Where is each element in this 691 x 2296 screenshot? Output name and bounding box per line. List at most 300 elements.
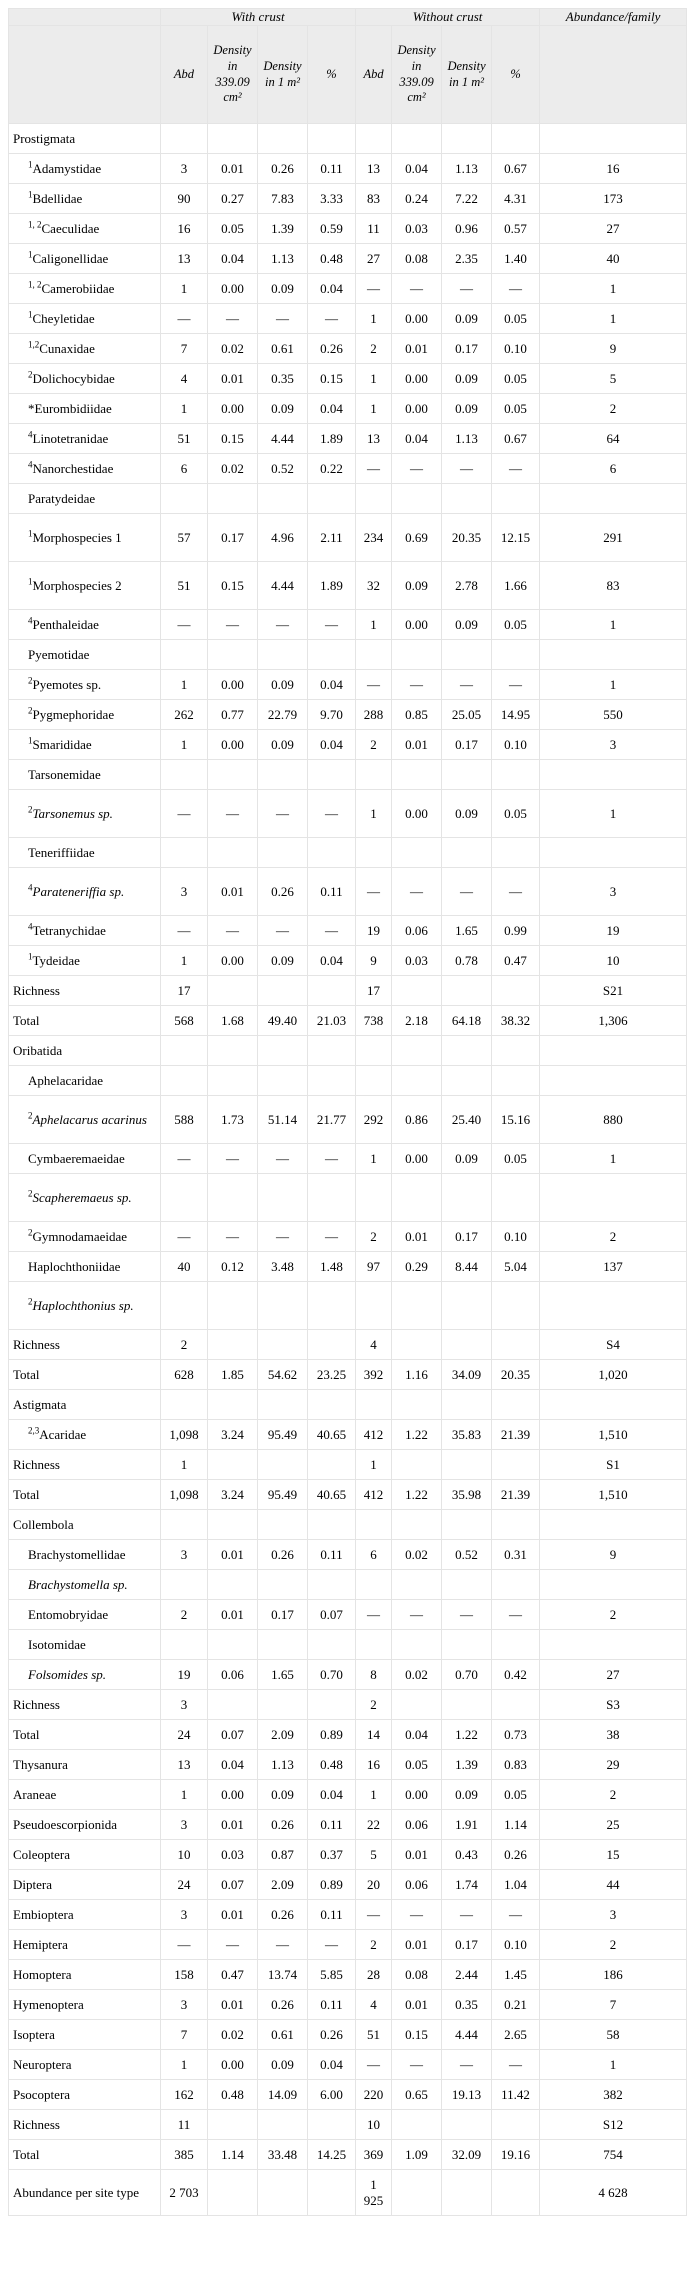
table-row — [9, 1960, 687, 1990]
row-label-text: Homoptera — [13, 1966, 72, 1982]
value-cell: 628 — [161, 1360, 208, 1390]
value-cell: — — [356, 454, 392, 484]
value-cell: — — [308, 1222, 356, 1252]
value-cell: 1.74 — [442, 1870, 492, 1900]
row-label-text: Adamystidae — [32, 160, 102, 176]
value-cell — [208, 1630, 258, 1660]
abundance-cell: 754 — [540, 2140, 687, 2170]
value-cell — [258, 2110, 308, 2140]
row-label-text: Dolichocybidae — [32, 370, 115, 386]
value-cell — [356, 484, 392, 514]
table-row — [9, 184, 687, 214]
value-cell: — — [308, 1144, 356, 1174]
value-cell — [308, 1282, 356, 1330]
value-cell: 16 — [356, 1750, 392, 1780]
row-label-text: Brachystomella sp. — [28, 1576, 128, 1592]
footnote-marker: 4 — [28, 921, 33, 932]
value-cell: 0.04 — [308, 946, 356, 976]
footnote-marker: 1 — [28, 951, 33, 962]
value-cell — [356, 1282, 392, 1330]
value-cell: 0.09 — [392, 562, 442, 610]
value-cell — [308, 1510, 356, 1540]
row-label — [9, 484, 161, 514]
value-cell: 11 — [356, 214, 392, 244]
value-cell: 1.14 — [208, 2140, 258, 2170]
row-label — [9, 184, 161, 214]
value-cell — [161, 640, 208, 670]
value-cell: 0.01 — [392, 1990, 442, 2020]
row-label — [9, 424, 161, 454]
value-cell: 0.09 — [442, 610, 492, 640]
table-row — [9, 304, 687, 334]
row-label-text: Folsomides sp. — [28, 1666, 106, 1682]
value-cell: 3.33 — [308, 184, 356, 214]
row-label-text: Pyemotes sp. — [32, 676, 102, 692]
value-cell — [492, 1450, 540, 1480]
value-cell — [208, 484, 258, 514]
row-label-text: Isoptera — [13, 2026, 55, 2042]
row-label — [9, 2140, 161, 2170]
row-label-text: Brachystomellidae — [28, 1546, 126, 1562]
value-cell: 0.01 — [208, 1900, 258, 1930]
value-cell: 3 — [161, 1810, 208, 1840]
value-cell — [161, 760, 208, 790]
value-cell: 1 — [356, 304, 392, 334]
abundance-cell: 27 — [540, 214, 687, 244]
abundance-cell: 1 — [540, 304, 687, 334]
value-cell: 15.16 — [492, 1096, 540, 1144]
value-cell: — — [492, 274, 540, 304]
value-cell — [208, 1570, 258, 1600]
table-row — [9, 1480, 687, 1510]
value-cell: 0.59 — [308, 214, 356, 244]
row-label-text: Pseudoescorpionida — [13, 1816, 117, 1832]
row-label — [9, 1600, 161, 1630]
table-row — [9, 730, 687, 760]
abundance-cell: 2 — [540, 1600, 687, 1630]
value-cell: 11 — [161, 2110, 208, 2140]
value-cell: 20 — [356, 1870, 392, 1900]
value-cell: — — [392, 670, 442, 700]
value-cell — [442, 1066, 492, 1096]
value-cell: 83 — [356, 184, 392, 214]
value-cell: 0.04 — [208, 1750, 258, 1780]
value-cell: 3.24 — [208, 1420, 258, 1450]
value-cell: 51 — [161, 424, 208, 454]
footnote-marker: 4 — [28, 615, 33, 626]
value-cell: — — [356, 868, 392, 916]
abundance-cell: 1 — [540, 670, 687, 700]
value-cell: 38.32 — [492, 1006, 540, 1036]
abundance-cell — [540, 1510, 687, 1540]
value-cell: 1.13 — [442, 154, 492, 184]
value-cell: 1 — [161, 274, 208, 304]
value-cell: 0.08 — [392, 244, 442, 274]
row-label — [9, 1480, 161, 1510]
row-label-text: Psocoptera — [13, 2086, 71, 2102]
abundance-cell — [540, 484, 687, 514]
row-label — [9, 1810, 161, 1840]
row-label-text: Entomobryidae — [28, 1606, 109, 1622]
value-cell: 0.67 — [492, 424, 540, 454]
value-cell — [356, 124, 392, 154]
table-row — [9, 916, 687, 946]
table-row — [9, 1222, 687, 1252]
value-cell: 0.10 — [492, 334, 540, 364]
value-cell: 0.03 — [392, 946, 442, 976]
row-label-text: Prostigmata — [13, 130, 76, 146]
value-cell: 4.44 — [258, 424, 308, 454]
value-cell: 0.17 — [208, 514, 258, 562]
row-label — [9, 2020, 161, 2050]
value-cell — [208, 760, 258, 790]
value-cell: 14.95 — [492, 700, 540, 730]
value-cell: 0.11 — [308, 1540, 356, 1570]
value-cell: 24 — [161, 1720, 208, 1750]
row-label — [9, 124, 161, 154]
value-cell: 2.44 — [442, 1960, 492, 1990]
footnote-marker: 1 — [28, 576, 33, 587]
value-cell — [308, 1330, 356, 1360]
row-label — [9, 610, 161, 640]
value-cell — [392, 640, 442, 670]
value-cell: 28 — [356, 1960, 392, 1990]
abundance-cell: 9 — [540, 334, 687, 364]
value-cell: 1 — [161, 1450, 208, 1480]
value-cell: 0.04 — [392, 1720, 442, 1750]
value-cell: — — [258, 1222, 308, 1252]
value-cell — [392, 1174, 442, 1222]
row-label-text: Cymbaeremaeidae — [28, 1150, 125, 1166]
value-cell: 6 — [161, 454, 208, 484]
value-cell: 0.78 — [442, 946, 492, 976]
abundance-cell — [540, 124, 687, 154]
value-cell — [308, 1630, 356, 1660]
value-cell: — — [161, 610, 208, 640]
value-cell: 0.26 — [492, 1840, 540, 1870]
row-label-text: Coleoptera — [13, 1846, 71, 1862]
value-cell: 0.01 — [208, 868, 258, 916]
value-cell: 19 — [161, 1660, 208, 1690]
row-label — [9, 1450, 161, 1480]
value-cell: 1 — [356, 1450, 392, 1480]
table-row — [9, 394, 687, 424]
header-with-crust: With crust — [161, 9, 356, 26]
value-cell — [442, 976, 492, 1006]
value-cell: 1.65 — [442, 916, 492, 946]
value-cell: 412 — [356, 1480, 392, 1510]
value-cell — [258, 640, 308, 670]
value-cell: 0.04 — [308, 2050, 356, 2080]
value-cell: 0.11 — [308, 1810, 356, 1840]
abundance-cell: 1 — [540, 274, 687, 304]
abundance-cell: 16 — [540, 154, 687, 184]
row-label — [9, 1780, 161, 1810]
table-row — [9, 244, 687, 274]
value-cell — [161, 1066, 208, 1096]
table-row — [9, 1036, 687, 1066]
value-cell — [258, 484, 308, 514]
value-cell: — — [161, 790, 208, 838]
value-cell — [258, 1036, 308, 1066]
value-cell: 0.04 — [308, 274, 356, 304]
row-label-text: Bdellidae — [32, 190, 83, 206]
value-cell: 1 — [161, 730, 208, 760]
value-cell — [208, 1510, 258, 1540]
row-label-text: Tetranychidae — [32, 922, 106, 938]
value-cell: 0.11 — [308, 1990, 356, 2020]
value-cell — [442, 838, 492, 868]
value-cell: 5.04 — [492, 1252, 540, 1282]
value-cell: 1 — [356, 394, 392, 424]
value-cell — [258, 1450, 308, 1480]
value-cell: 3 — [161, 1990, 208, 2020]
abundance-cell: 7 — [540, 1990, 687, 2020]
value-cell: 0.01 — [392, 1840, 442, 1870]
table-row — [9, 2170, 687, 2216]
value-cell: 51 — [161, 562, 208, 610]
value-cell: — — [442, 1600, 492, 1630]
table-row — [9, 1252, 687, 1282]
value-cell: 0.17 — [258, 1600, 308, 1630]
value-cell: — — [308, 304, 356, 334]
value-cell — [442, 2170, 492, 2216]
value-cell: 11.42 — [492, 2080, 540, 2110]
value-cell: 0.89 — [308, 1870, 356, 1900]
value-cell: 7.22 — [442, 184, 492, 214]
value-cell — [208, 2110, 258, 2140]
value-cell: — — [392, 1900, 442, 1930]
row-label — [9, 1900, 161, 1930]
row-label — [9, 2110, 161, 2140]
value-cell: 1.73 — [208, 1096, 258, 1144]
value-cell: 3 — [161, 1690, 208, 1720]
row-label — [9, 1570, 161, 1600]
value-cell — [442, 1282, 492, 1330]
value-cell: 0.09 — [442, 304, 492, 334]
value-cell — [208, 1450, 258, 1480]
value-cell: 0.24 — [392, 184, 442, 214]
abundance-cell: 25 — [540, 1810, 687, 1840]
row-label — [9, 154, 161, 184]
value-cell: 0.35 — [442, 1990, 492, 2020]
value-cell — [392, 976, 442, 1006]
value-cell — [442, 1510, 492, 1540]
abundance-cell — [540, 640, 687, 670]
table-container — [8, 8, 686, 2216]
table-row — [9, 1144, 687, 1174]
value-cell: — — [258, 790, 308, 838]
row-label-text: Total — [13, 1486, 40, 1502]
value-cell — [392, 1510, 442, 1540]
value-cell: 54.62 — [258, 1360, 308, 1390]
value-cell: — — [308, 790, 356, 838]
value-cell — [356, 1036, 392, 1066]
value-cell: 2 — [356, 1222, 392, 1252]
value-cell: — — [208, 790, 258, 838]
row-label-text: Nanorchestidae — [32, 460, 114, 476]
value-cell — [356, 1390, 392, 1420]
row-label — [9, 334, 161, 364]
row-label — [9, 1006, 161, 1036]
row-label — [9, 2050, 161, 2080]
value-cell: 4 — [161, 364, 208, 394]
abundance-cell — [540, 1282, 687, 1330]
value-cell: 2.35 — [442, 244, 492, 274]
value-cell: 3 — [161, 868, 208, 916]
value-cell: 0.96 — [442, 214, 492, 244]
value-cell: 22 — [356, 1810, 392, 1840]
value-cell — [492, 1390, 540, 1420]
table-row — [9, 868, 687, 916]
row-label — [9, 1330, 161, 1360]
abundance-cell: 29 — [540, 1750, 687, 1780]
value-cell — [392, 124, 442, 154]
row-label — [9, 1750, 161, 1780]
abundance-cell: 3 — [540, 868, 687, 916]
value-cell: 1.85 — [208, 1360, 258, 1390]
table-body — [9, 124, 687, 2216]
table-row — [9, 1282, 687, 1330]
value-cell — [442, 2110, 492, 2140]
value-cell: 1.13 — [442, 424, 492, 454]
abundance-cell: 137 — [540, 1252, 687, 1282]
value-cell — [208, 124, 258, 154]
value-cell: 0.22 — [308, 454, 356, 484]
value-cell: 0.15 — [208, 562, 258, 610]
abundance-cell: 1,306 — [540, 1006, 687, 1036]
value-cell: — — [161, 1144, 208, 1174]
value-cell: 1 925 — [356, 2170, 392, 2216]
value-cell: 0.26 — [258, 1900, 308, 1930]
row-label-text: Morphospecies 2 — [32, 577, 122, 593]
value-cell: 19.13 — [442, 2080, 492, 2110]
value-cell — [161, 484, 208, 514]
value-cell — [308, 1066, 356, 1096]
value-cell: 2 703 — [161, 2170, 208, 2216]
value-cell — [161, 1510, 208, 1540]
row-label-text: Hymenoptera — [13, 1996, 84, 2012]
value-cell: 0.52 — [442, 1540, 492, 1570]
value-cell: 0.26 — [258, 154, 308, 184]
value-cell: — — [442, 274, 492, 304]
value-cell — [492, 1174, 540, 1222]
footnote-marker: 4 — [28, 882, 33, 893]
value-cell — [392, 838, 442, 868]
value-cell: 1.65 — [258, 1660, 308, 1690]
row-label — [9, 1282, 161, 1330]
table-row — [9, 1360, 687, 1390]
abundance-cell: 10 — [540, 946, 687, 976]
value-cell: 1.13 — [258, 244, 308, 274]
footnote-marker: 1,2 — [28, 339, 40, 350]
value-cell: 162 — [161, 2080, 208, 2110]
value-cell: — — [258, 1930, 308, 1960]
value-cell: 0.04 — [392, 424, 442, 454]
value-cell: 0.01 — [392, 1222, 442, 1252]
abundance-cell: 2 — [540, 1780, 687, 1810]
value-cell: — — [392, 274, 442, 304]
value-cell — [258, 1330, 308, 1360]
value-cell: 1.22 — [392, 1420, 442, 1450]
value-cell — [258, 2170, 308, 2216]
abundance-cell: 1,020 — [540, 1360, 687, 1390]
value-cell: — — [492, 868, 540, 916]
table-row — [9, 124, 687, 154]
row-label — [9, 1660, 161, 1690]
value-cell — [308, 124, 356, 154]
value-cell — [161, 838, 208, 868]
value-cell: 1.48 — [308, 1252, 356, 1282]
footnote-marker: 2 — [28, 1110, 33, 1121]
value-cell: 1,098 — [161, 1480, 208, 1510]
value-cell: 0.01 — [208, 1600, 258, 1630]
value-cell: 9.70 — [308, 700, 356, 730]
value-cell: 0.48 — [308, 244, 356, 274]
footnote-marker: 2,3 — [28, 1425, 40, 1436]
value-cell: 10 — [161, 1840, 208, 1870]
value-cell: — — [208, 1930, 258, 1960]
value-cell: 1 — [356, 364, 392, 394]
value-cell: 369 — [356, 2140, 392, 2170]
value-cell: — — [442, 454, 492, 484]
table-row — [9, 514, 687, 562]
value-cell: 13.74 — [258, 1960, 308, 1990]
value-cell: 32.09 — [442, 2140, 492, 2170]
value-cell: 0.02 — [208, 454, 258, 484]
row-label — [9, 274, 161, 304]
value-cell: 220 — [356, 2080, 392, 2110]
value-cell — [492, 1510, 540, 1540]
value-cell: 0.17 — [442, 334, 492, 364]
value-cell — [161, 124, 208, 154]
abundance-cell: 1 — [540, 1144, 687, 1174]
abundance-cell: 6 — [540, 454, 687, 484]
table-row — [9, 610, 687, 640]
value-cell — [492, 838, 540, 868]
row-label — [9, 394, 161, 424]
value-cell — [392, 1690, 442, 1720]
value-cell — [161, 1570, 208, 1600]
value-cell: 1 — [356, 1144, 392, 1174]
table-row — [9, 1006, 687, 1036]
value-cell — [208, 1690, 258, 1720]
value-cell: 0.70 — [442, 1660, 492, 1690]
value-cell: 0.09 — [258, 394, 308, 424]
value-cell — [492, 2110, 540, 2140]
table-row — [9, 1870, 687, 1900]
value-cell: 0.01 — [208, 364, 258, 394]
value-cell — [392, 2170, 442, 2216]
value-cell: 2.09 — [258, 1720, 308, 1750]
value-cell: 0.11 — [308, 154, 356, 184]
row-label — [9, 730, 161, 760]
row-label-text: Haplochthoniidae — [28, 1258, 121, 1274]
value-cell: 262 — [161, 700, 208, 730]
value-cell: 0.01 — [208, 1990, 258, 2020]
value-cell: 4 — [356, 1990, 392, 2020]
row-label — [9, 700, 161, 730]
abundance-cell: S3 — [540, 1690, 687, 1720]
table-row — [9, 640, 687, 670]
value-cell: 51.14 — [258, 1096, 308, 1144]
value-cell: 0.21 — [492, 1990, 540, 2020]
value-cell: 0.09 — [442, 790, 492, 838]
value-cell — [208, 640, 258, 670]
table-row — [9, 2110, 687, 2140]
value-cell: 412 — [356, 1420, 392, 1450]
value-cell: 0.05 — [392, 1750, 442, 1780]
